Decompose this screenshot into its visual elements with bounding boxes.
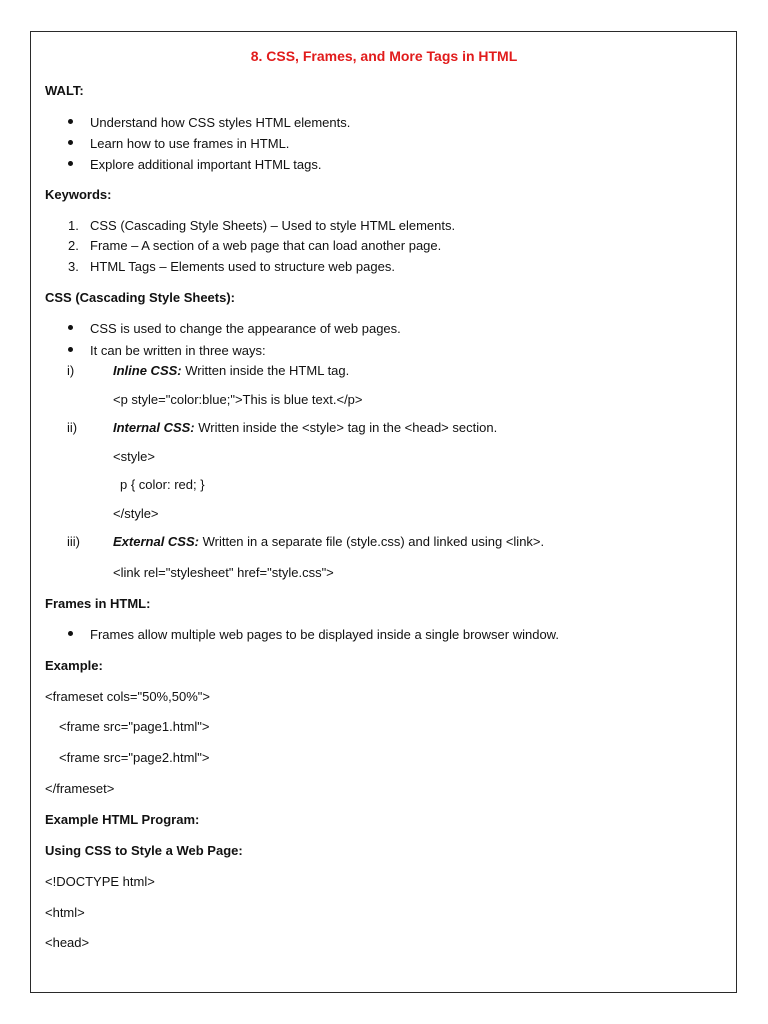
roman-numeral: i)	[67, 363, 75, 378]
css-way-desc: Written inside the <style> tag in the <head> section.	[194, 420, 498, 435]
frames-bullet: Frames allow multiple web pages to be displayed inside a single browser window.	[90, 627, 559, 642]
keyword-number: 1.	[68, 218, 79, 233]
bullet-icon	[68, 119, 73, 124]
code-line: <head>	[45, 935, 90, 950]
keyword-item: HTML Tags – Elements used to structure web pages.	[90, 259, 395, 274]
program-heading: Example HTML Program:	[45, 812, 200, 827]
css-way-name: Internal CSS:	[113, 420, 195, 435]
css-bullet: It can be written in three ways:	[90, 343, 266, 358]
css-bullet: CSS is used to change the appearance of web pages.	[90, 321, 401, 336]
bullet-icon	[68, 161, 73, 166]
roman-numeral: iii)	[67, 534, 80, 549]
css-way-line	[113, 533, 544, 550]
bullet-icon	[68, 325, 73, 330]
example-heading: Example:	[45, 658, 103, 673]
frames-heading: Frames in HTML:	[45, 596, 151, 611]
code-line: <frameset cols="50%,50%">	[45, 689, 210, 704]
code-line: p { color: red; }	[120, 477, 205, 492]
walt-heading: WALT:	[45, 83, 84, 98]
css-way-desc: Written inside the HTML tag.	[181, 363, 350, 378]
code-line: </style>	[113, 506, 159, 521]
code-line: <style>	[113, 449, 155, 464]
code-line: <p style="color:blue;">This is blue text.</p>	[113, 392, 363, 407]
walt-item: Understand how CSS styles HTML elements.	[90, 115, 351, 130]
css-way-desc: Written in a separate file (style.css) and linked using <link>.	[198, 534, 545, 549]
code-line: </frameset>	[45, 781, 115, 796]
bullet-icon	[68, 347, 73, 352]
keywords-heading: Keywords:	[45, 187, 112, 202]
css-heading: CSS (Cascading Style Sheets):	[45, 290, 235, 305]
code-line: <frame src="page2.html">	[59, 750, 210, 765]
code-line: <link rel="stylesheet" href="style.css">	[113, 565, 334, 580]
walt-item: Explore additional important HTML tags.	[90, 157, 322, 172]
code-line: <html>	[45, 905, 85, 920]
program-subheading: Using CSS to Style a Web Page:	[45, 843, 243, 858]
keyword-number: 3.	[68, 259, 79, 274]
bullet-icon	[68, 140, 73, 145]
walt-item: Learn how to use frames in HTML.	[90, 136, 290, 151]
css-way-line	[113, 419, 497, 436]
bullet-icon	[68, 631, 73, 636]
code-line: <!DOCTYPE html>	[45, 874, 155, 889]
keyword-item: CSS (Cascading Style Sheets) – Used to style HTML elements.	[90, 218, 456, 233]
css-way-name: Inline CSS:	[113, 363, 182, 378]
css-way-name: External CSS:	[113, 534, 199, 549]
page-title: 8. CSS, Frames, and More Tags in HTML	[250, 48, 518, 64]
code-line: <frame src="page1.html">	[59, 719, 210, 734]
roman-numeral: ii)	[67, 420, 78, 435]
css-way-line	[113, 362, 349, 379]
keyword-number: 2.	[68, 238, 79, 253]
keyword-item: Frame – A section of a web page that can load another page.	[90, 238, 442, 253]
